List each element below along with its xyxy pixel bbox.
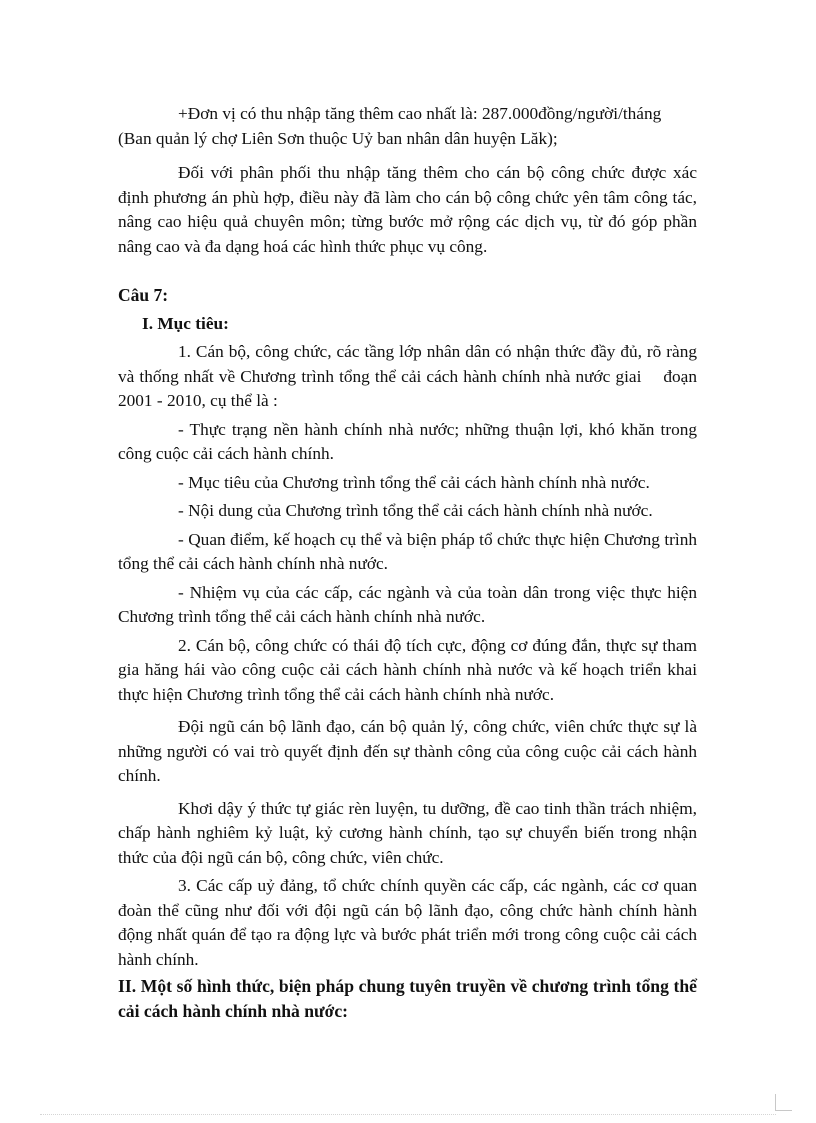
team-paragraph: Đội ngũ cán bộ lãnh đạo, cán bộ quản lý, công chức, viên chức thực sự là những người có vai trò quyết định đến sự thành công của công cuộc cải cách hành chính. (118, 717, 697, 785)
dotted-rule (40, 1114, 776, 1115)
awareness-paragraph: Khơi dậy ý thức tự giác rèn luyện, tu dưỡng, đề cao tinh thần trách nhiệm, chấp hành nghiêm kỷ luật, kỷ cương hành chính, tạo sự chuyển biến trong nhận thức của đội ngũ cán bộ, công chức, viên chức. (118, 798, 697, 867)
objective-item-3: 3. Các cấp uỷ đảng, tổ chức chính quyền các cấp, các ngành, các cơ quan đoàn thể cũng như đối với đội ngũ cán bộ lãnh đạo, công chức hành chính hành động nhất quán để tạo ra động lực và bước phát triển mới trong công cuộc cải cách hành chính. (118, 876, 697, 969)
objective-item-1-main: 1. Cán bộ, công chức, các tầng lớp nhân dân có nhận thức đầy đủ, rõ ràng và thống nhất về Chương trình tổng thể cải cách hành chính nhà nước (118, 342, 697, 386)
income-line (118, 102, 697, 127)
income-line-text: +Đơn vị có thu nhập tăng thêm cao nhất là: 287.000đồng/người/tháng (178, 104, 662, 123)
question-heading: Câu 7: (118, 285, 169, 305)
bullet-content: - Nội dung của Chương trình tổng thể cải cách hành chính nhà nước. (178, 501, 653, 520)
objective-item-1-tail: đoạn 2001 - 2010, cụ thể là : (118, 366, 697, 410)
bullet-tasks: - Nhiệm vụ của các cấp, các ngành và của toàn dân trong việc thực hiện Chương trình tổng thể cải cách hành chính nhà nước. (118, 582, 697, 626)
market-line-text: (Ban quản lý chợ Liên Sơn thuộc Uỷ ban nhân dân huyện Lăk); (118, 128, 558, 148)
bullet-viewpoint: - Quan điểm, kế hoạch cụ thể và biện pháp tổ chức thực hiện Chương trình tổng thể cải cách hành chính nhà nước. (118, 529, 697, 573)
income-distribution-paragraph: Đối với phân phối thu nhập tăng thêm cho cán bộ công chức được xác định phương án phù hợp, điều này đã làm cho cán bộ công chức yên tâm công tác, nâng cao hiệu quả chuyên môn; từng bước mở rộng các dịch vụ, từ đó góp phần nâng cao và đa dạng hoá các hình thức phục vụ công. (118, 163, 697, 256)
crop-mark (775, 1094, 792, 1111)
objective-item-1 (118, 340, 697, 414)
section-2-heading: II. Một số hình thức, biện pháp chung tuyên truyền về chương trình tổng thể cải cách hành chính nhà nước: (118, 976, 697, 1021)
page-footer-line (0, 1112, 816, 1118)
objective-item-2: 2. Cán bộ, công chức có thái độ tích cực, động cơ đúng đắn, thực sự tham gia hăng hái vào công cuộc cải cách hành chính nhà nước và kế hoạch triển khai thực hiện Chương trình tổng thể cải cách hành chính nhà nước. (118, 635, 697, 704)
bullet-objectives: - Mục tiêu của Chương trình tổng thể cải cách hành chính nhà nước. (178, 472, 650, 492)
objective-item-1-giai: giai (615, 366, 642, 386)
market-line (118, 127, 697, 152)
section-1-heading: I. Mục tiêu: (142, 313, 229, 333)
document-body (118, 102, 697, 1023)
bullet-current-state: - Thực trạng nền hành chính nhà nước; những thuận lợi, khó khăn trong công cuộc cải cách hành chính. (118, 419, 697, 463)
